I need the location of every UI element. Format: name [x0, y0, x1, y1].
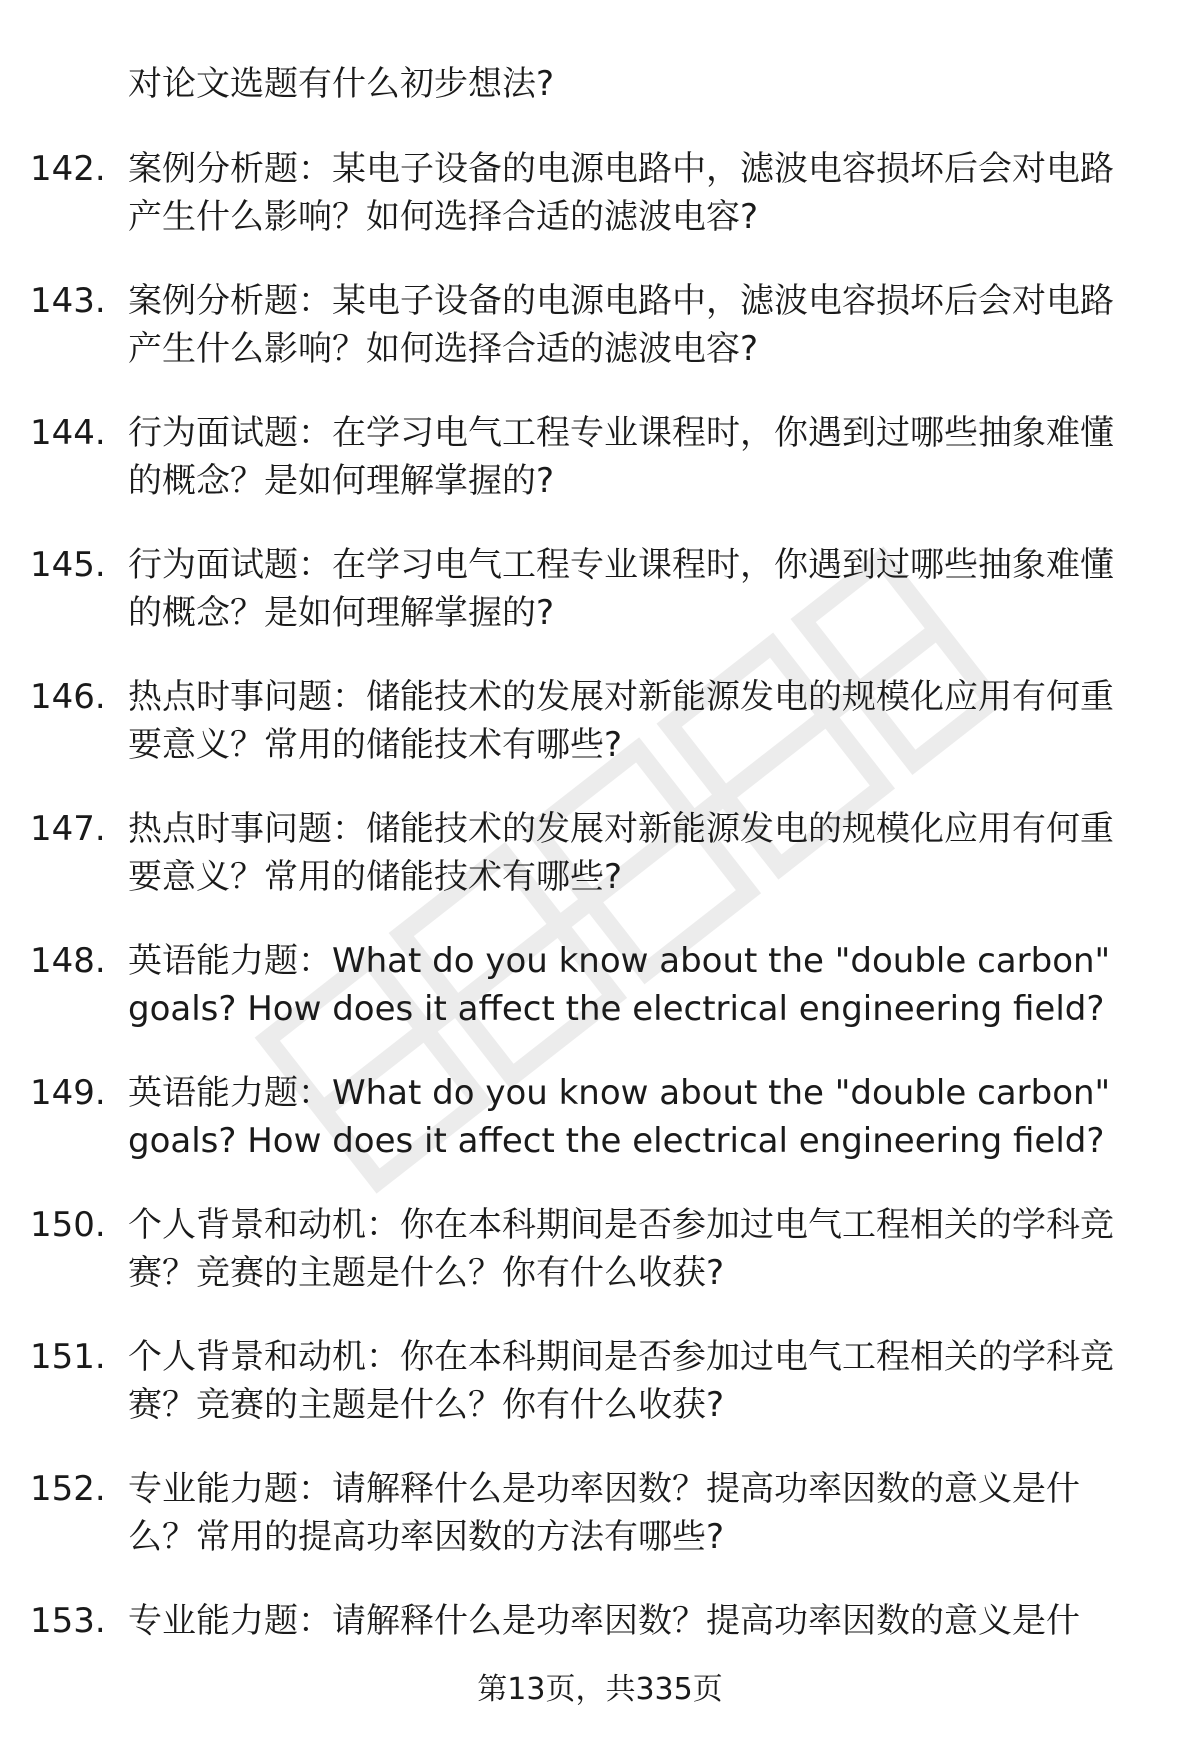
- question-item: [0, 145, 1200, 277]
- question-number: 148.: [30, 941, 106, 981]
- question-text: 行为面试题：在学习电气工程专业课程时，你遇到过哪些抽象难懂的概念？是如何理解掌握的?: [128, 545, 1114, 633]
- question-number: 147.: [30, 809, 106, 849]
- question-item: [0, 673, 1200, 805]
- page-footer: 第13页，共335页: [477, 1672, 723, 1707]
- question-list: [0, 145, 1200, 1729]
- question-item: [0, 1069, 1200, 1201]
- question-text: 行为面试题：在学习电气工程专业课程时，你遇到过哪些抽象难懂的概念？是如何理解掌握的?: [128, 413, 1114, 501]
- question-number: 142.: [30, 149, 106, 189]
- question-item: [0, 277, 1200, 409]
- question-text: 热点时事问题：储能技术的发展对新能源发电的规模化应用有何重要意义？常用的储能技术有哪些?: [128, 677, 1114, 765]
- question-number: 150.: [30, 1205, 106, 1245]
- question-text: 热点时事问题：储能技术的发展对新能源发电的规模化应用有何重要意义？常用的储能技术有哪些?: [128, 809, 1114, 897]
- question-item: [0, 1465, 1200, 1597]
- question-item: [0, 937, 1200, 1069]
- question-number: 149.: [30, 1073, 106, 1113]
- question-text: 英语能力题：What do you know about the "double carbon" goals? How does it affect the electrical engineering field?: [128, 941, 1111, 1029]
- question-text: 专业能力题：请解释什么是功率因数？提高功率因数的意义是什么？常用的提高功率因数的方法有哪些?: [128, 1469, 1080, 1557]
- question-item: [0, 1333, 1200, 1465]
- question-text: 专业能力题：请解释什么是功率因数？提高功率因数的意义是什: [128, 1601, 1080, 1641]
- question-item: [0, 1201, 1200, 1333]
- question-number: 146.: [30, 677, 106, 717]
- question-item: [0, 541, 1200, 673]
- question-text: 个人背景和动机：你在本科期间是否参加过电气工程相关的学科竞赛？竞赛的主题是什么？你有什么收获?: [128, 1337, 1114, 1425]
- question-item: [0, 805, 1200, 937]
- question-number: 145.: [30, 545, 106, 585]
- question-number: 143.: [30, 281, 106, 321]
- question-text: 案例分析题：某电子设备的电源电路中，滤波电容损坏后会对电路产生什么影响？如何选择合适的滤波电容?: [128, 149, 1114, 237]
- question-number: 151.: [30, 1337, 106, 1377]
- question-text: 案例分析题：某电子设备的电源电路中，滤波电容损坏后会对电路产生什么影响？如何选择合适的滤波电容?: [128, 281, 1114, 369]
- question-item: [0, 409, 1200, 541]
- question-number: 144.: [30, 413, 106, 453]
- question-text: 英语能力题：What do you know about the "double carbon" goals? How does it affect the electrical engineering field?: [128, 1073, 1111, 1161]
- question-number: 152.: [30, 1469, 106, 1509]
- question-text: 个人背景和动机：你在本科期间是否参加过电气工程相关的学科竞赛？竞赛的主题是什么？你有什么收获?: [128, 1205, 1114, 1293]
- continued-question-text: 对论文选题有什么初步想法?: [128, 64, 555, 104]
- question-number: 153.: [30, 1601, 106, 1641]
